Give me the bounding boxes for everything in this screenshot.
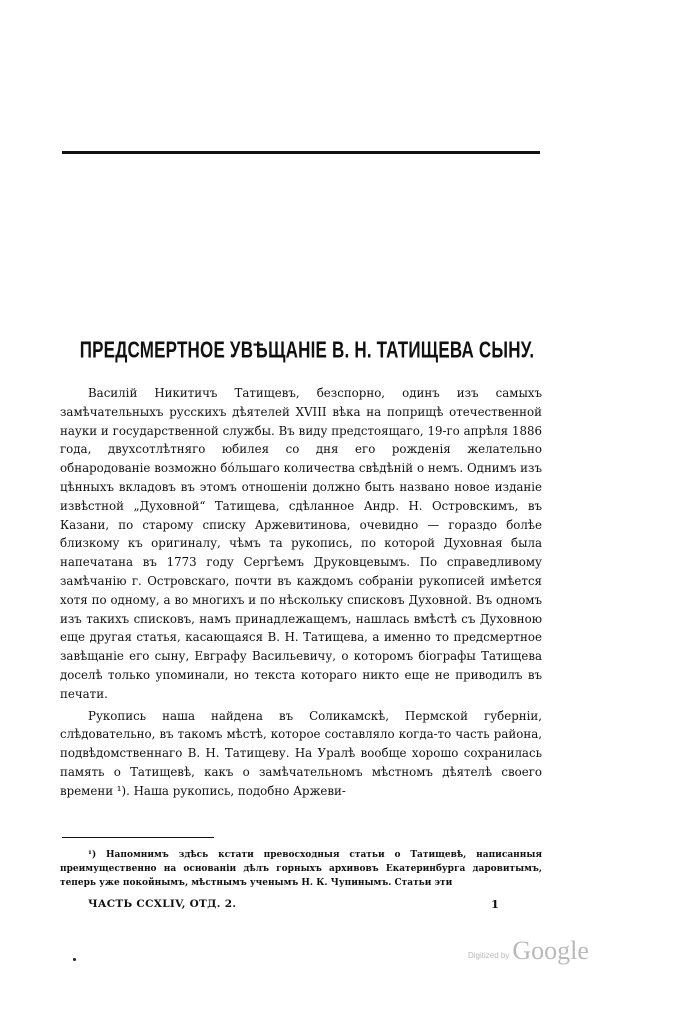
- article-body: [60, 384, 542, 801]
- footnote-rule: [62, 837, 214, 838]
- digitization-watermark: [468, 938, 589, 964]
- footnote: ¹) Напомнимъ здѣсь кстати превосходныя статьи о Татищевѣ, написанныя преимущественно на основаніи дѣлъ горныхъ архивовъ Екатеринбурга даровитымъ, теперь уже покойнымъ, мѣстнымъ ученымъ Н. К. Чупинымъ. Статьи эти: [60, 850, 542, 888]
- body-paragraph-2: Рукопись наша найдена въ Соликамскѣ, Пермской губерніи, слѣдовательно, въ такомъ мѣстѣ, которое составляло когда-то часть района, подвѣдомственнаго В. Н. Татищеву. На Уралѣ вообще хорошо сохранилась память о Татищевѣ, какъ о замѣчательномъ мѣстномъ дѣятелѣ своего времени ¹). Наша рукопись, подобно Аржеви-: [60, 708, 542, 798]
- article-title: ПРЕДСМЕРТНОЕ УВѢЩАНІЕ В. Н. ТАТИЩЕВА СЫНУ.: [79, 337, 535, 363]
- google-logo: Google: [512, 936, 589, 965]
- body-paragraph-1: Василій Никитичъ Татищевъ, безспорно, одинъ изъ самыхъ замѣчательныхъ русскихъ дѣятелей XVIII вѣка на поприщѣ отечественной науки и государственной службы. Въ виду предстоящаго, 19-го апрѣля 1886 года, двухсотлѣтняго юбилея со дня его рожденія желательно обнародованіе возможно бо́льшаго количества свѣдѣній о немъ. Однимъ изъ цѣнныхъ вкладовъ въ этомъ отношеніи должно быть названо новое изданіе извѣстной „Духовной“ Татищева, сдѣланное Андр. Н. Островскимъ, въ Казани, по старому списку Аржевитинова, очевидно — гораздо болѣе близкому къ оригиналу, чѣмъ та рукопись, по которой Духовная была напечатана въ 1773 году Сергѣемъ Друковцевымъ. По справедливому замѣчанію г. Островскаго, почти въ каждомъ собраніи рукописей имѣется хотя по одному, а во многихъ и по нѣскольку списковъ Духовной. Въ одномъ изъ такихъ списковъ, намъ принадлежащемъ, нашлась вмѣстѣ съ Духовною еще другая статья, касающаяся В. Н. Татищева, а именно то предсмертное завѣщаніе его сыну, Евграфу Васильевичу, о которомъ біографы Татищева доселѣ только упоминали, но текста котораго никто еще не приводилъ въ печати.: [60, 386, 542, 701]
- printer-signature: ЧАСТЬ CCXLIV, ОТД. 2.: [88, 898, 237, 910]
- header-rule: [62, 151, 540, 154]
- ink-speck: [73, 958, 76, 961]
- sheet-number: 1: [491, 897, 500, 911]
- watermark-caption: Digitized by: [468, 951, 510, 960]
